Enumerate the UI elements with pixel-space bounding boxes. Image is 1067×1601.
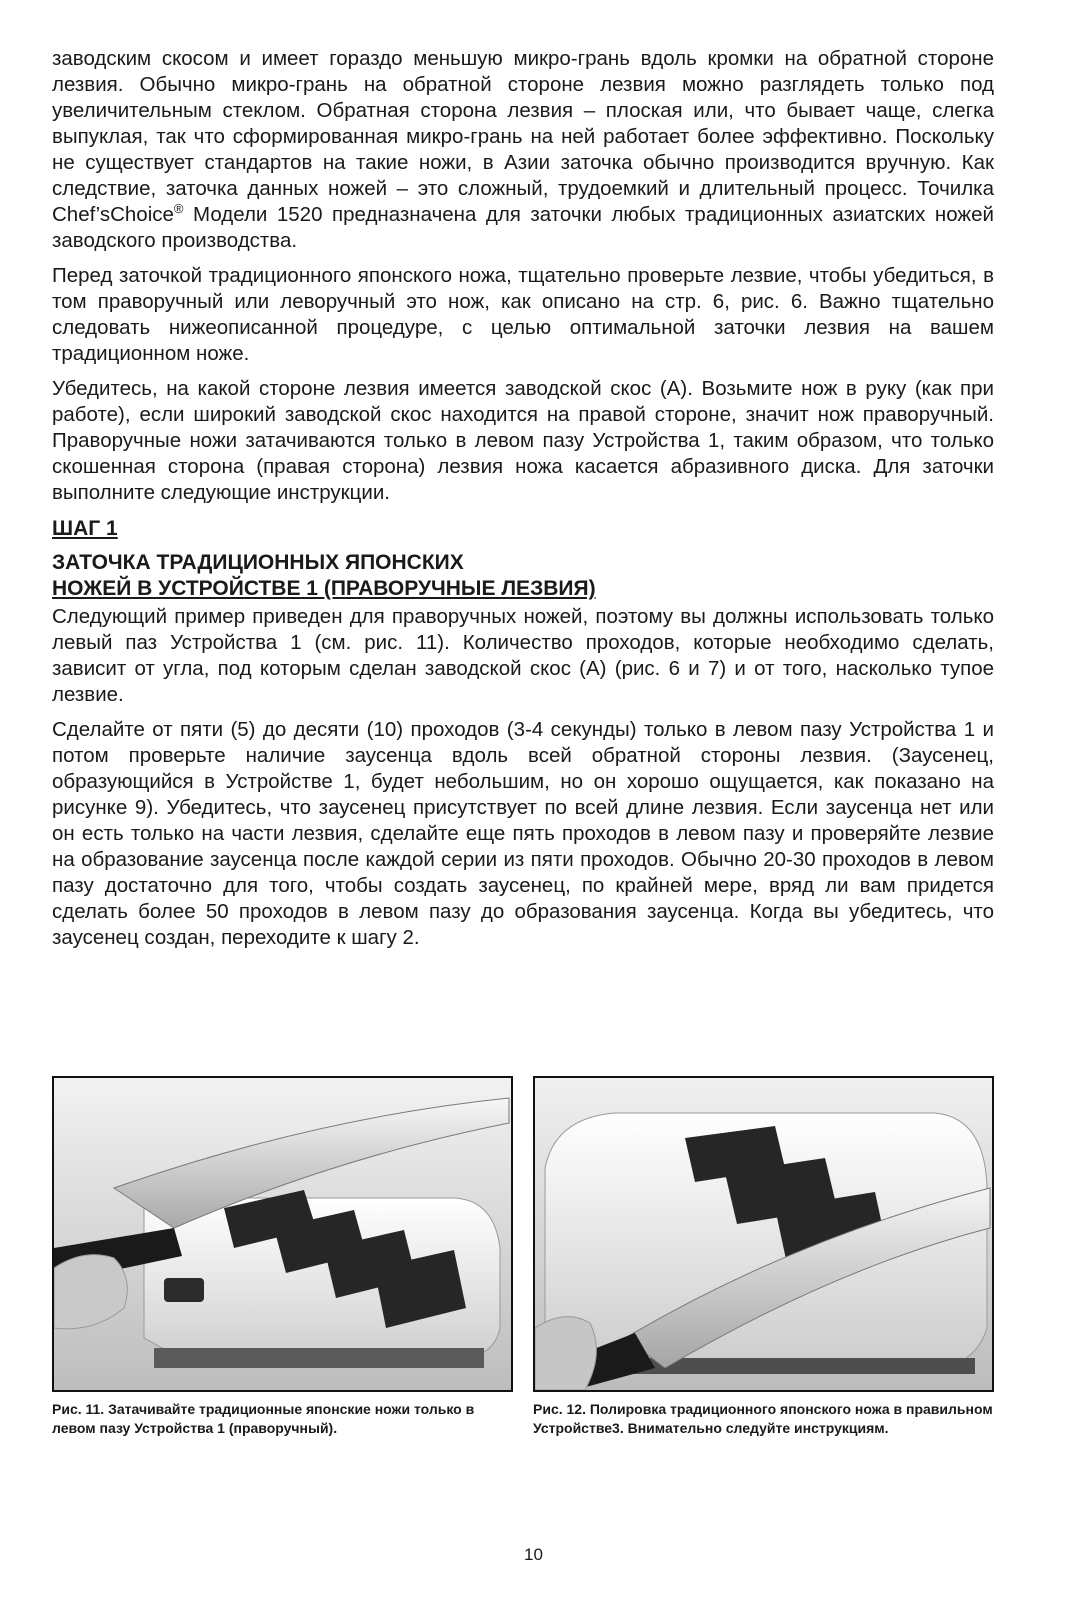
figure-11-caption: Рис. 11. Затачивайте традиционные японские ножи только в левом пазу Устройства 1 (праворучный). xyxy=(52,1401,475,1436)
figure-11 xyxy=(52,1076,513,1438)
step-title: ШАГ 1 xyxy=(52,517,118,540)
section-title-line1: ЗАТОЧКА ТРАДИЦИОННЫХ ЯПОНСКИХ xyxy=(52,551,464,574)
figure-12-photo xyxy=(533,1076,994,1392)
registered-mark: ® xyxy=(173,201,184,217)
paragraph-intro xyxy=(52,46,994,254)
paragraph-passes: Сделайте от пяти (5) до десяти (10) проходов (3-4 секунды) только в левом пазу Устройства 1 и потом проверьте наличие заусенца вдоль всей обратной стороны лезвия. (Заусенец, образующийся в Устройстве 1, будет небольшим, но он хорошо ощущается, как показано на рисунке 9). Убедитесь, что заусенец присутствует по всей длине лезвия. Если заусенца нет или он есть только на части лезвия, сделайте еще пять проходов в левом пазу и проверяйте лезвие на образование заусенца после каждой серии из пяти проходов. Обычно 20-30 проходов в левом пазу достаточно для того, чтобы создать заусенец, по крайней мере, вряд ли вам придется сделать более 50 проходов в левом пазу до образования заусенца. Когда вы убедитесь, что заусенец создан, переходите к шагу 2. xyxy=(52,718,994,949)
paragraph-intro-tail: Модели 1520 предназначена для заточки любых традиционных азиатских ножей заводского производства. xyxy=(52,203,994,252)
figures-row xyxy=(52,1076,994,1476)
paragraph-check-blade: Перед заточкой традиционного японского ножа, тщательно проверьте лезвие, чтобы убедиться, в том праворучный или леворучный это нож, как описано на стр. 6, рис. 6. Важно тщательно следовать нижеописанной процедуре, с целью оптимальной заточки лезвия на вашем традиционном ноже. xyxy=(52,264,994,365)
paragraph-example: Следующий пример приведен для праворучных ножей, поэтому вы должны использовать только левый паз Устройства 1 (см. рис. 11). Количество проходов, которые необходимо сделать, зависит от угла, под которым сделан заводской скос (А) (рис. 6 и 7) и от того, насколько тупое лезвие. xyxy=(52,605,994,706)
paragraph-intro-text: заводским скосом и имеет гораздо меньшую микро-грань вдоль кромки на обратной стороне лезвия. Обычно микро-грань на обратной стороне лезвия можно разглядеть только под увеличительным стеклом. Обратная сторона лезвия – плоская или, что бывает чаще, слегка выпуклая, так что сформированная микро-грань на ней работает более эффективно. Поскольку не существует стандартов на такие ножи, в Азии заточка обычно производится вручную. Как следствие, заточка данных ножей – это сложный, трудоемкий и длительный процесс. Точилка Chef’sChoice xyxy=(52,47,994,226)
figure-11-photo xyxy=(52,1076,513,1392)
page-content xyxy=(52,46,994,960)
page-number: 10 xyxy=(524,1545,543,1564)
section-title-line2: НОЖЕЙ В УСТРОЙСТВЕ 1 (ПРАВОРУЧНЫЕ ЛЕЗВИЯ) xyxy=(52,577,596,600)
paragraph-right-handed: Убедитесь, на какой стороне лезвия имеется заводской скос (А). Возьмите нож в руку (как при работе), если широкий заводской скос находится на правой стороне, значит нож праворучный. Праворучные ножи затачиваются только в левом пазу Устройства 1, таким образом, что только скошенная сторона (правая сторона) лезвия ножа касается абразивного диска. Для заточки выполните следующие инструкции. xyxy=(52,377,994,504)
figure-12-caption: Рис. 12. Полировка традиционного японского ножа в правильном Устройстве3. Внимательно следуйте инструкциям. xyxy=(533,1401,993,1436)
figure-12 xyxy=(533,1076,994,1438)
